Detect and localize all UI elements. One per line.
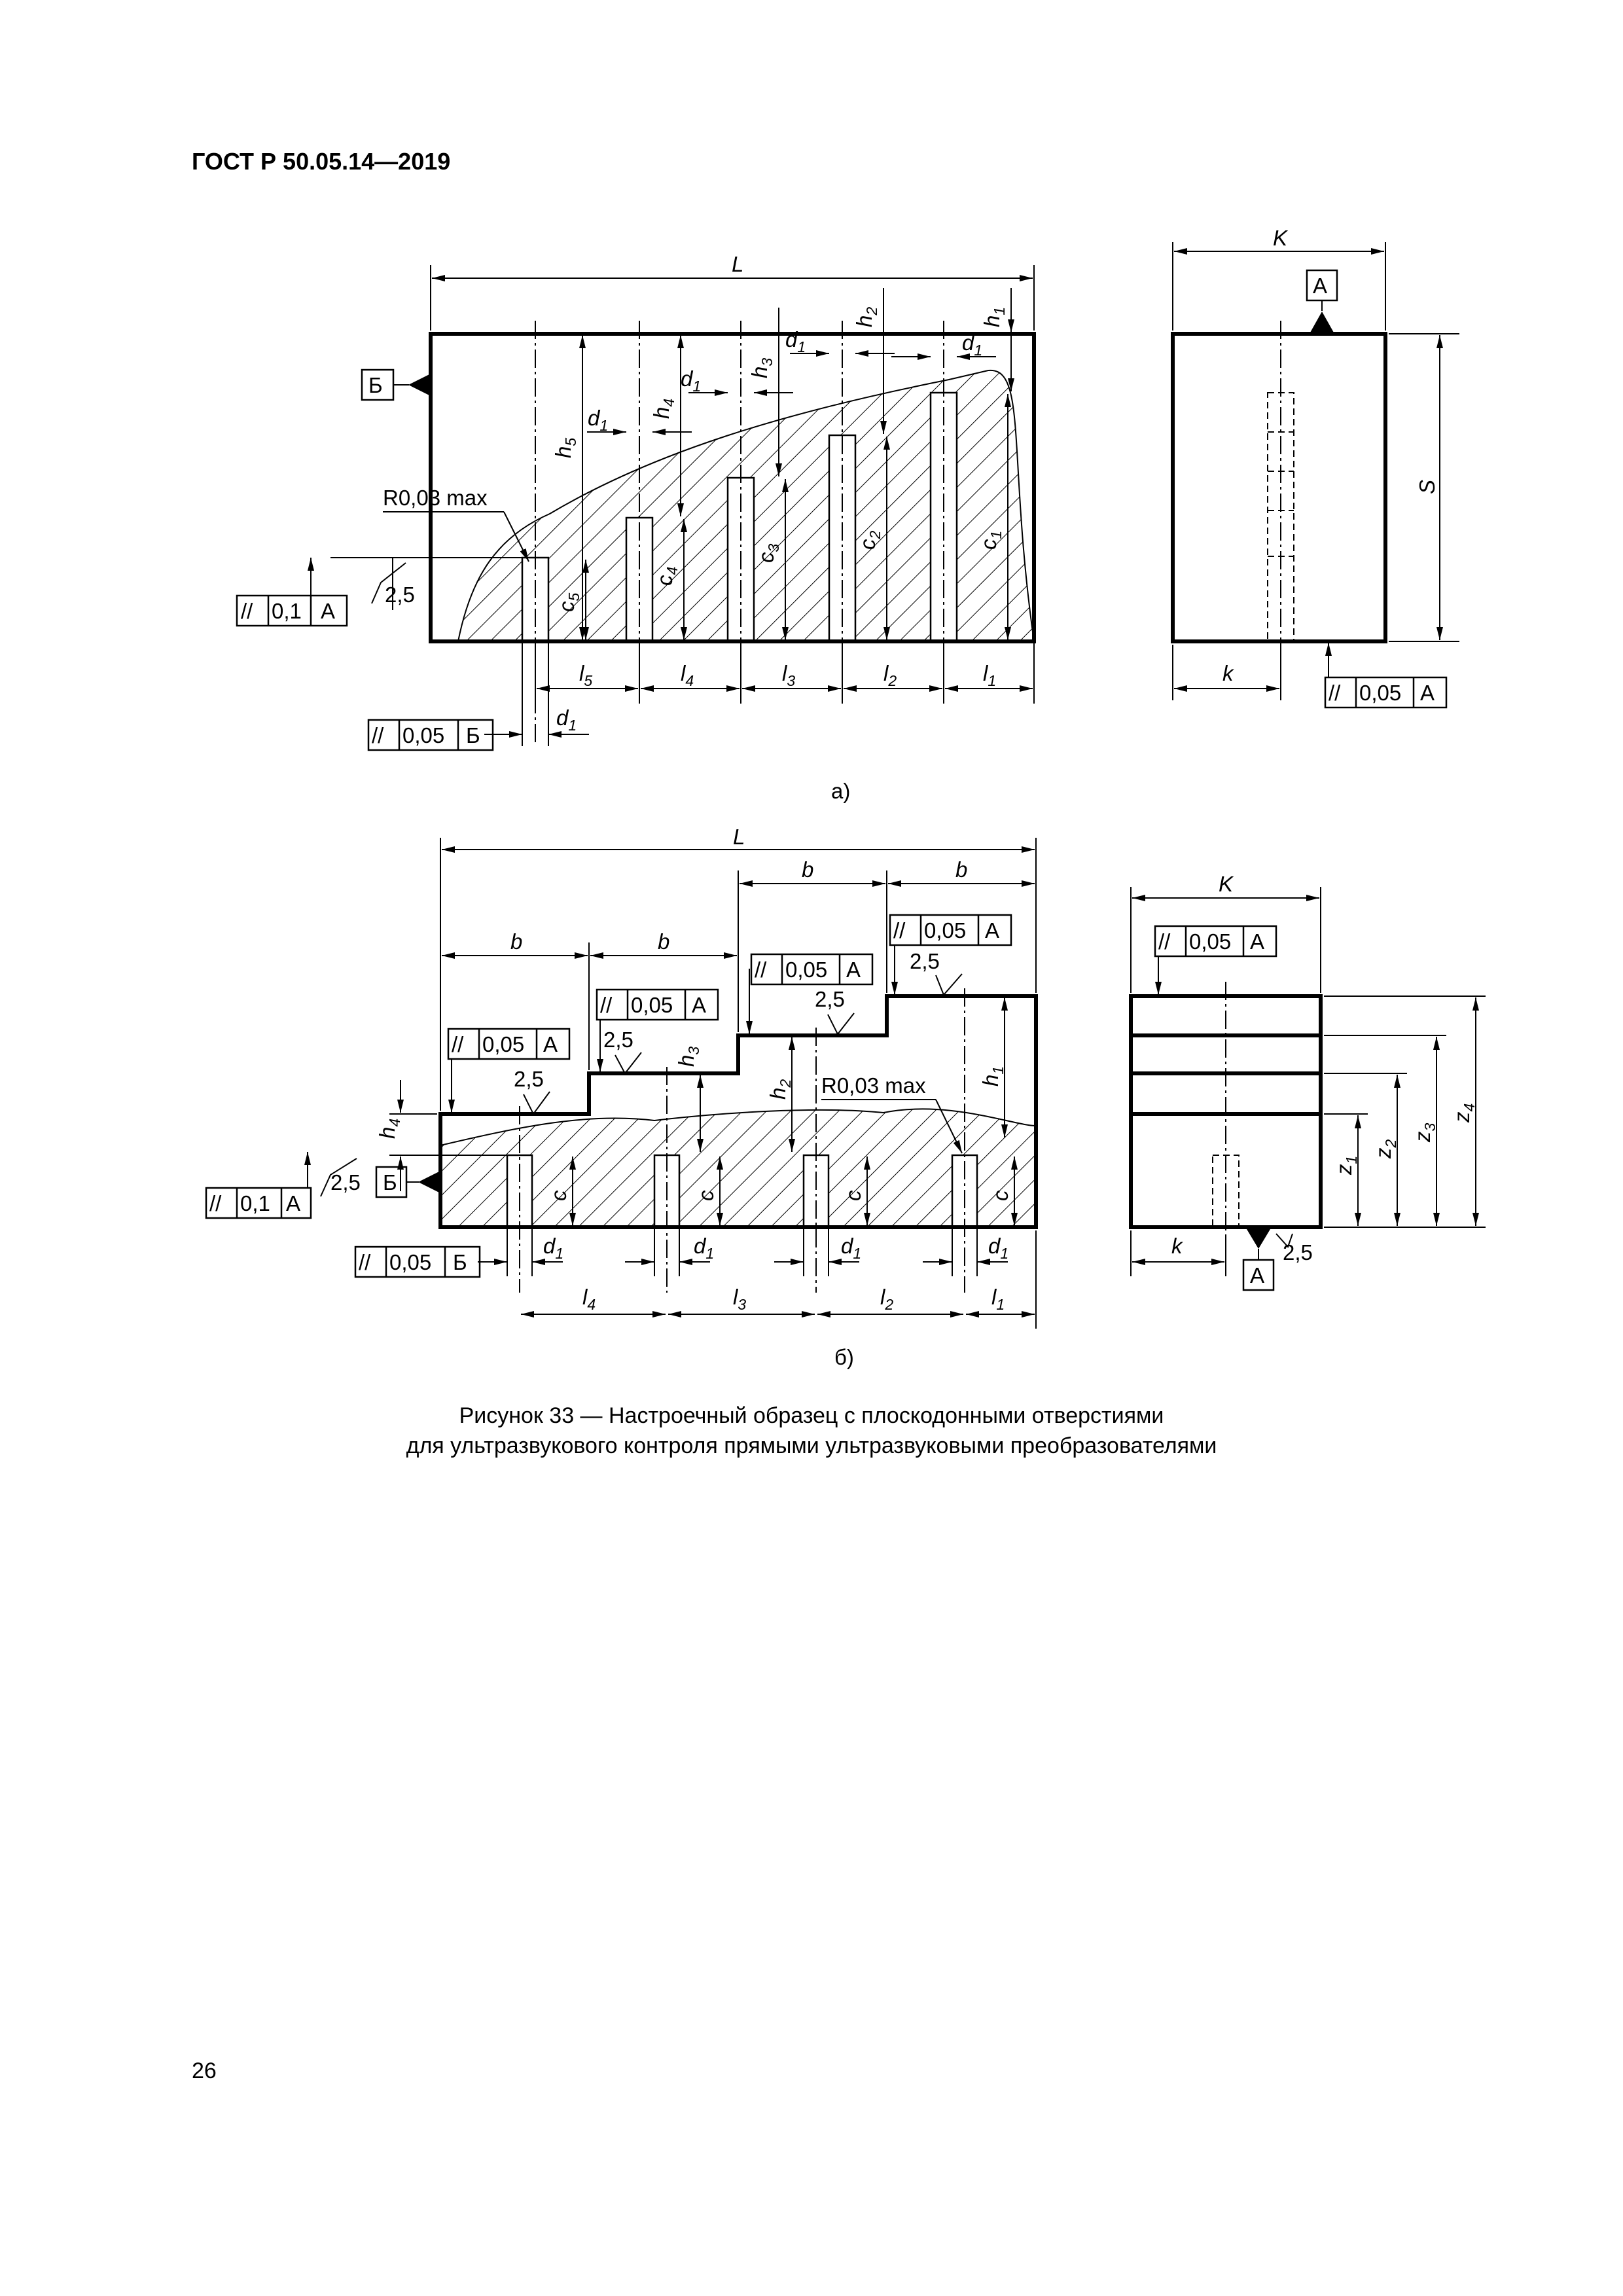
svg-text:c3: $c_3$: [754, 543, 782, 563]
svg-text://: //: [893, 918, 906, 942]
svg-text:R0,03 max: R0,03 max: [821, 1073, 926, 1098]
svg-text:Б: Б: [368, 373, 383, 397]
svg-text:d1: $d_1$: [588, 406, 609, 434]
page-number: 26: [192, 2058, 217, 2083]
figure-b-front-view: [206, 825, 1036, 1329]
svg-text:l4: $l_4$: [681, 661, 694, 689]
svg-text:h3: $h_3$: [674, 1046, 702, 1067]
tolerance-frame-01-A: [237, 558, 347, 626]
figure-caption-line-2: для ультразвукового контроля прямыми ультразвуковыми преобразователями: [406, 1433, 1217, 1458]
svg-text://: //: [452, 1032, 464, 1056]
svg-text:l3: $l_3$: [782, 661, 796, 689]
svg-text:d1: $d_1$: [694, 1234, 715, 1262]
svg-text:А: А: [1420, 681, 1435, 705]
svg-text:2,5: 2,5: [910, 949, 940, 973]
svg-text://: //: [359, 1250, 371, 1274]
svg-text:h2: $h_2$: [852, 306, 880, 327]
svg-text:d1: $d_1$: [962, 331, 983, 359]
svg-text://: //: [241, 599, 253, 623]
svg-text:0,05: 0,05: [389, 1250, 432, 1274]
figure-b-side-view: [1131, 872, 1486, 1290]
page-header: ГОСТ Р 50.05.14—2019: [192, 148, 451, 175]
svg-text:А: А: [543, 1032, 558, 1056]
svg-text:А: А: [321, 599, 336, 623]
svg-text:2,5: 2,5: [1283, 1240, 1313, 1265]
figure-b-label: б): [834, 1345, 854, 1369]
svg-text:А: А: [692, 993, 707, 1017]
svg-text:d1: $d_1$: [681, 367, 702, 395]
svg-text:Б: Б: [466, 723, 480, 747]
svg-text:h3: $h_3$: [747, 357, 776, 378]
svg-text:h4: $h_4$: [649, 398, 677, 419]
svg-text:k: k: [1171, 1234, 1183, 1258]
svg-text:l3: $l_3$: [733, 1285, 747, 1313]
svg-text:c: c: [988, 1190, 1012, 1201]
svg-text:2,5: 2,5: [815, 987, 845, 1011]
svg-text:А: А: [985, 918, 1000, 942]
figure-a-side-view: [1173, 226, 1459, 708]
svg-text://: //: [1329, 681, 1341, 705]
svg-text:2,5: 2,5: [385, 583, 415, 607]
svg-text:0,05: 0,05: [785, 958, 828, 982]
svg-text:Б: Б: [453, 1250, 467, 1274]
svg-text:K: K: [1273, 226, 1288, 250]
svg-text:0,05: 0,05: [1359, 681, 1402, 705]
svg-text:А: А: [1250, 929, 1265, 954]
svg-text:Б: Б: [383, 1170, 397, 1194]
svg-text:0,05: 0,05: [631, 993, 673, 1017]
svg-text://: //: [209, 1191, 222, 1215]
svg-text:l1: $l_1$: [991, 1285, 1005, 1313]
svg-text://: //: [1158, 929, 1171, 954]
svg-text:l5: $l_5$: [579, 661, 593, 689]
svg-text://: //: [372, 723, 384, 747]
figure-a-label: а): [831, 779, 851, 803]
svg-text:А: А: [1313, 274, 1328, 298]
svg-text:c1: $c_1$: [976, 530, 1005, 550]
svg-text:h1: $h_1$: [978, 1066, 1007, 1086]
dim-L: L: [732, 252, 744, 276]
svg-text:h1: $h_1$: [980, 306, 1008, 327]
svg-text:0,05: 0,05: [924, 918, 967, 942]
svg-text:0,1: 0,1: [272, 599, 302, 623]
svg-text:c: c: [841, 1190, 865, 1201]
svg-text:z1: $z_1$: [1332, 1155, 1360, 1175]
svg-text:0,05: 0,05: [1189, 929, 1232, 954]
svg-text:l1: $l_1$: [983, 661, 997, 689]
svg-text:c4: $c_4$: [652, 566, 681, 586]
svg-text:c: c: [546, 1190, 571, 1201]
svg-text:0,1: 0,1: [240, 1191, 270, 1215]
svg-text://: //: [600, 993, 613, 1017]
tolerance-frame-005-B: [368, 720, 522, 750]
svg-text:2,5: 2,5: [514, 1067, 544, 1091]
svg-text:R0,03 max: R0,03 max: [383, 486, 488, 510]
svg-text:b: b: [658, 929, 670, 954]
svg-text:l4: $l_4$: [582, 1285, 596, 1313]
svg-text://: //: [755, 958, 767, 982]
svg-text:0,05: 0,05: [482, 1032, 525, 1056]
svg-text:b: b: [802, 857, 814, 882]
svg-text:S: S: [1415, 479, 1439, 494]
svg-text:l2: $l_2$: [880, 1285, 894, 1313]
svg-text:L: L: [733, 825, 745, 849]
svg-text:2,5: 2,5: [603, 1028, 633, 1052]
svg-text:z4: $z_4$: [1450, 1103, 1478, 1122]
svg-text:z2: $z_2$: [1371, 1139, 1399, 1158]
svg-text:h5: $h_5$: [551, 437, 579, 458]
svg-text:d1: $d_1$: [556, 706, 577, 734]
svg-text:c5: $c_5$: [554, 592, 582, 612]
svg-text:А: А: [846, 958, 861, 982]
svg-text:d1: $d_1$: [988, 1234, 1009, 1262]
svg-text:b: b: [955, 857, 968, 882]
figure-a-front-view: [237, 252, 1034, 750]
svg-text:d1: $d_1$: [785, 327, 806, 355]
svg-text:А: А: [1250, 1263, 1265, 1287]
svg-text:0,05: 0,05: [402, 723, 445, 747]
svg-text:d1: $d_1$: [841, 1234, 862, 1262]
svg-text:2,5: 2,5: [330, 1170, 361, 1194]
figure-caption-line-1: Рисунок 33 — Настроечный образец с плоскодонными отверстиями: [459, 1403, 1164, 1428]
svg-text:l2: $l_2$: [883, 661, 897, 689]
svg-text:c: c: [694, 1190, 718, 1201]
svg-text:b: b: [510, 929, 523, 954]
svg-text:d1: $d_1$: [543, 1234, 564, 1262]
svg-text:c2: $c_2$: [855, 530, 883, 550]
svg-text:h4: $h_4$: [375, 1118, 403, 1139]
svg-text:А: А: [286, 1191, 301, 1215]
svg-text:k: k: [1222, 661, 1234, 685]
svg-text:z3: $z_3$: [1410, 1122, 1438, 1142]
svg-text:h2: $h_2$: [766, 1079, 794, 1100]
svg-text:K: K: [1219, 872, 1234, 896]
